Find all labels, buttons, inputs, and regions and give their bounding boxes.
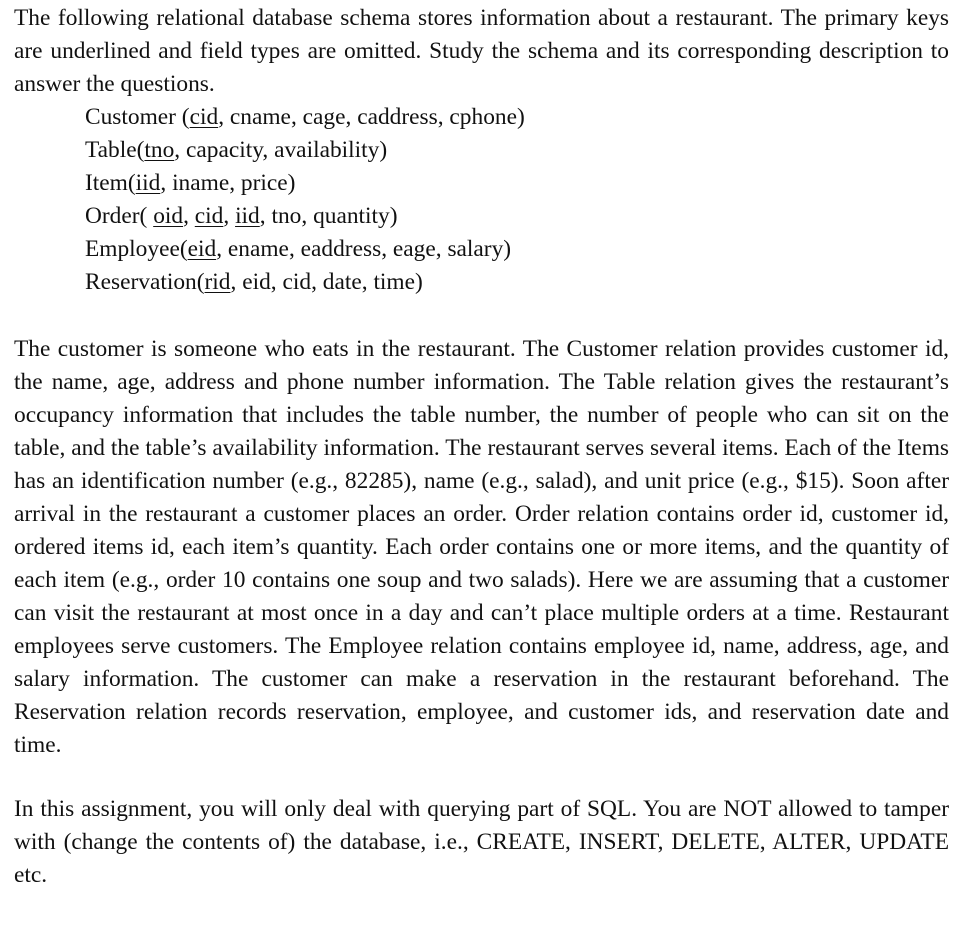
relation-close: ) <box>516 104 525 130</box>
relation-name: Employee( <box>85 236 188 262</box>
field-separator: , <box>223 203 236 229</box>
field-separator: , <box>345 104 358 130</box>
schema-list <box>14 101 949 299</box>
relation-close: ) <box>389 203 398 229</box>
field-separator: , <box>311 269 323 295</box>
schema-relation <box>85 101 949 134</box>
field: price <box>240 170 288 196</box>
primary-key-field: eid <box>187 236 217 262</box>
field-separator: , <box>437 104 450 130</box>
field-separator: , <box>218 104 230 130</box>
field: capacity <box>186 137 263 163</box>
relation-name: Item( <box>85 170 136 196</box>
field: tno <box>271 203 302 229</box>
field-separator: , <box>230 269 243 295</box>
primary-key-field: tno <box>144 137 175 163</box>
field-separator: , <box>270 269 283 295</box>
field-separator: , <box>160 170 173 196</box>
field-separator: , <box>262 137 275 163</box>
field: cid <box>282 269 312 295</box>
field: eaddress <box>300 236 382 262</box>
relation-name: Customer ( <box>85 104 190 130</box>
field-separator: , <box>435 236 448 262</box>
document <box>14 0 949 892</box>
relation-close: ) <box>503 236 512 262</box>
field: quantity <box>313 203 390 229</box>
field: caddress <box>357 104 438 130</box>
primary-key-field: iid <box>135 170 161 196</box>
field: availability <box>274 137 380 163</box>
primary-key-field: oid <box>153 203 184 229</box>
field: date <box>322 269 362 295</box>
relation-name: Order( <box>85 203 154 229</box>
field-separator: , <box>259 203 272 229</box>
field: ename <box>227 236 289 262</box>
schema-relation <box>85 167 949 200</box>
primary-key-field: rid <box>204 269 231 295</box>
primary-key-field: cid <box>189 104 219 130</box>
schema-relation <box>85 134 949 167</box>
field: time <box>373 269 416 295</box>
schema-relation <box>85 233 949 266</box>
field: eage <box>392 236 436 262</box>
field-separator: , <box>183 203 195 229</box>
field-separator: , <box>288 236 301 262</box>
schema-relation <box>85 266 949 299</box>
relation-close: ) <box>415 269 423 295</box>
relation-name: Reservation( <box>85 269 205 295</box>
field: cname <box>229 104 291 130</box>
field-separator: , <box>301 203 314 229</box>
field: cage <box>302 104 346 130</box>
field-separator: , <box>381 236 393 262</box>
field-separator: , <box>174 137 186 163</box>
field: cphone <box>449 104 517 130</box>
relation-close: ) <box>379 137 388 163</box>
field-separator: , <box>229 170 241 196</box>
intro-paragraph: The following relational database schema stores information about a restaurant. The primary keys are underlined and field types are omitted. Study the schema and its corresponding description to answer the questions. <box>14 5 949 97</box>
assignment-note-paragraph: In this assignment, you will only deal with querying part of SQL. You are NOT allowed to tamper with (change the contents of) the database, i.e., CREATE, INSERT, DELETE, ALTER, UPDATE etc. <box>14 796 949 888</box>
field: salary <box>447 236 504 262</box>
description-paragraph: The customer is someone who eats in the restaurant. The Customer relation provides customer id, the name, age, address and phone number information. The Table relation gives the restaurant’s occupancy information that includes the table number, the number of people who can sit on the table, and the table’s availability information. The restaurant serves several items. Each of the Items has an identification number (e.g., 82285), name (e.g., salad), and unit price (e.g., $15). Soon after arrival in the restaurant a customer places an order. Order relation contains order id, customer id, ordered items id, each item’s quantity. Each order contains one or more items, and the quantity of each item (e.g., order 10 contains one soup and two salads). Here we are assuming that a customer can visit the restaurant at most once in a day and can’t place multiple orders at a time. Restaurant employees serve customers. The Employee relation contains employee id, name, address, age, and salary information. The customer can make a reservation in the restaurant beforehand. The Reservation relation records reservation, employee, and customer ids, and reservation date and time. <box>14 336 949 758</box>
relation-close: ) <box>287 170 296 196</box>
schema-relation <box>85 200 949 233</box>
primary-key-field: iid <box>235 203 260 229</box>
primary-key-field: cid <box>194 203 224 229</box>
field-separator: , <box>361 269 374 295</box>
field: iname <box>172 170 230 196</box>
relation-name: Table( <box>85 137 145 163</box>
field-separator: , <box>290 104 303 130</box>
field: eid <box>242 269 271 295</box>
field-separator: , <box>216 236 228 262</box>
